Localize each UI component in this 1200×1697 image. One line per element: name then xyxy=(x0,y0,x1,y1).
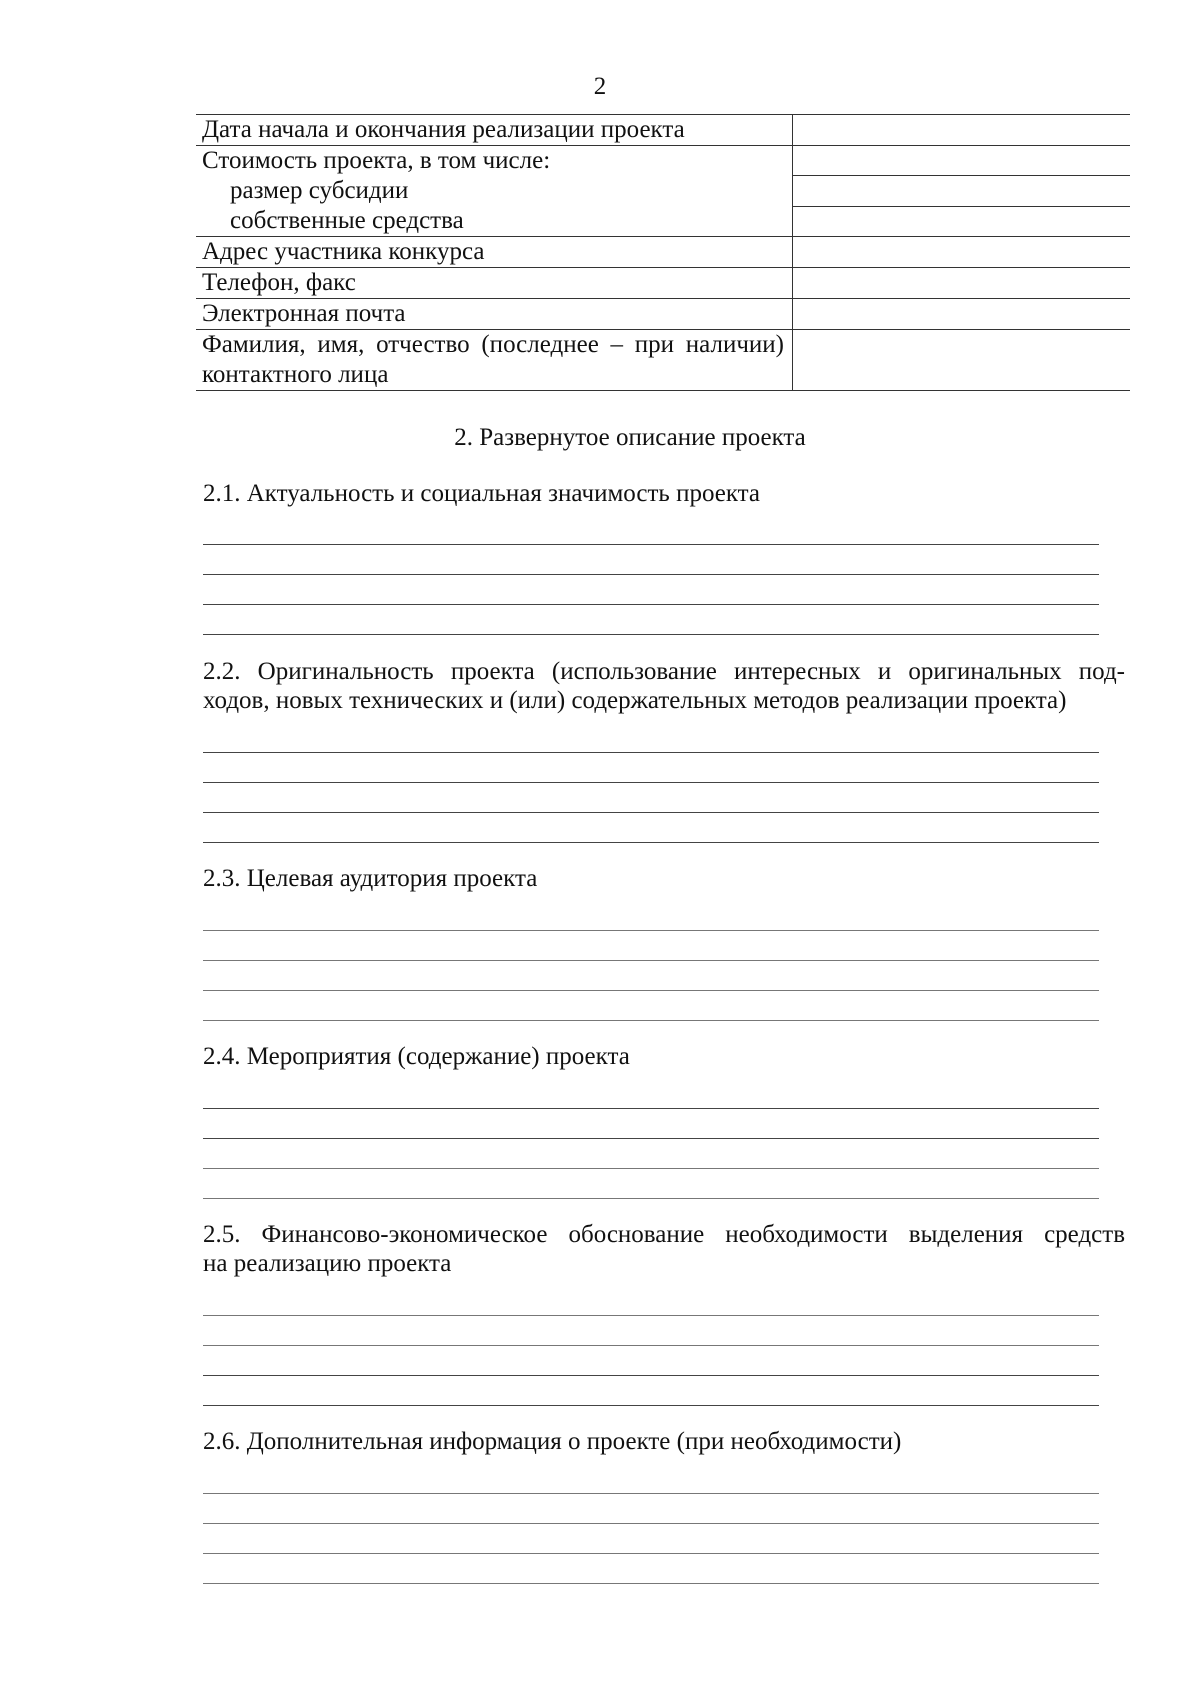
project-info-table xyxy=(196,114,1130,391)
row-value-field xyxy=(793,146,1130,236)
table-row-email xyxy=(196,299,1130,330)
row-value-field[interactable] xyxy=(793,268,1130,298)
row-value-field[interactable] xyxy=(793,115,1130,145)
answer-line[interactable] xyxy=(203,813,1099,843)
row-label-line: Электронная почта xyxy=(202,300,406,327)
row-label-line: Стоимость проекта, в том числе: xyxy=(202,147,551,174)
subsection-heading-line: на реализацию проекта xyxy=(203,1250,452,1277)
value-cell[interactable] xyxy=(793,268,1130,298)
table-row-cost xyxy=(196,146,1130,237)
row-label xyxy=(196,115,793,145)
value-cell-own-funds[interactable] xyxy=(793,207,1130,236)
answer-lines[interactable] xyxy=(203,723,1099,843)
subsection-2-4 xyxy=(203,1042,1125,1199)
answer-line[interactable] xyxy=(203,723,1099,753)
table-row-phone xyxy=(196,268,1130,299)
answer-line[interactable] xyxy=(203,1554,1099,1584)
answer-lines[interactable] xyxy=(203,901,1099,1021)
answer-line[interactable] xyxy=(203,1346,1099,1376)
subsection-heading: 2.3. Целевая аудитория проекта xyxy=(203,865,538,892)
subsection-heading: 2.1. Актуальность и социальная значимость проекта xyxy=(203,480,760,507)
row-label-line: Дата начала и окончания реализации проекта xyxy=(202,116,685,143)
subsection-heading: 2.4. Мероприятия (содержание) проекта xyxy=(203,1043,630,1070)
value-cell-total[interactable] xyxy=(793,146,1130,176)
row-label xyxy=(196,299,793,329)
answer-line[interactable] xyxy=(203,575,1099,605)
subsection-heading-line: 2.2. Оригинальность проекта (использование интересных и оригинальных под- xyxy=(203,658,1125,685)
answer-line[interactable] xyxy=(203,1169,1099,1199)
value-cell[interactable] xyxy=(793,299,1130,329)
value-cell-subsidy[interactable] xyxy=(793,176,1130,206)
value-cell[interactable] xyxy=(793,330,1130,390)
subsection-heading xyxy=(203,657,1125,715)
answer-line[interactable] xyxy=(203,545,1099,575)
answer-line[interactable] xyxy=(203,931,1099,961)
section-title: 2. Развернутое описание проекта xyxy=(454,424,806,451)
answer-line[interactable] xyxy=(203,1079,1099,1109)
subsection-2-5 xyxy=(203,1220,1125,1406)
row-label-line: контактного лица xyxy=(202,361,389,388)
answer-line[interactable] xyxy=(203,1376,1099,1406)
answer-line[interactable] xyxy=(203,1524,1099,1554)
answer-line[interactable] xyxy=(203,1494,1099,1524)
subsection-2-2 xyxy=(203,657,1125,843)
row-value-field[interactable] xyxy=(793,330,1130,390)
subsection-2-3 xyxy=(203,864,1125,1021)
answer-line[interactable] xyxy=(203,991,1099,1021)
subsection-heading-line: 2.5. Финансово-экономическое обоснование необходимости выделения средств xyxy=(203,1221,1125,1248)
answer-line[interactable] xyxy=(203,1464,1099,1494)
table-row-dates xyxy=(196,115,1130,146)
answer-lines[interactable] xyxy=(203,1079,1099,1199)
row-label xyxy=(196,146,793,236)
table-row-address xyxy=(196,237,1130,268)
answer-line[interactable] xyxy=(203,961,1099,991)
answer-lines[interactable] xyxy=(203,1286,1099,1406)
row-label-line-own-funds: собственные средства xyxy=(230,207,464,234)
answer-line[interactable] xyxy=(203,1109,1099,1139)
page-number: 2 xyxy=(593,73,607,100)
answer-line[interactable] xyxy=(203,783,1099,813)
answer-lines[interactable] xyxy=(203,515,1099,635)
row-label-line-subsidy: размер субсидии xyxy=(230,177,409,204)
row-value-field[interactable] xyxy=(793,237,1130,267)
row-value-field[interactable] xyxy=(793,299,1130,329)
row-label-line: Телефон, факс xyxy=(202,269,356,296)
subsection-heading xyxy=(203,1220,1125,1278)
table-row-contact-person xyxy=(196,330,1130,391)
answer-line[interactable] xyxy=(203,515,1099,545)
row-label xyxy=(196,268,793,298)
answer-line[interactable] xyxy=(203,753,1099,783)
answer-line[interactable] xyxy=(203,1139,1099,1169)
subsection-2-1 xyxy=(203,479,1125,635)
answer-line[interactable] xyxy=(203,1316,1099,1346)
row-label-line: Фамилия, имя, отчество (последнее – при наличии) xyxy=(202,331,784,358)
answer-line[interactable] xyxy=(203,1286,1099,1316)
row-label xyxy=(196,237,793,267)
row-label-line: Адрес участника конкурса xyxy=(202,238,485,265)
answer-line[interactable] xyxy=(203,901,1099,931)
value-cell[interactable] xyxy=(793,237,1130,267)
subsection-2-6 xyxy=(203,1427,1125,1584)
row-label xyxy=(196,330,793,390)
answer-lines[interactable] xyxy=(203,1464,1099,1584)
subsection-heading-line: ходов, новых технических и (или) содержательных методов реализации проекта) xyxy=(203,687,1067,714)
answer-line[interactable] xyxy=(203,605,1099,635)
value-cell[interactable] xyxy=(793,115,1130,145)
subsection-heading: 2.6. Дополнительная информация о проекте (при необходимости) xyxy=(203,1428,902,1455)
